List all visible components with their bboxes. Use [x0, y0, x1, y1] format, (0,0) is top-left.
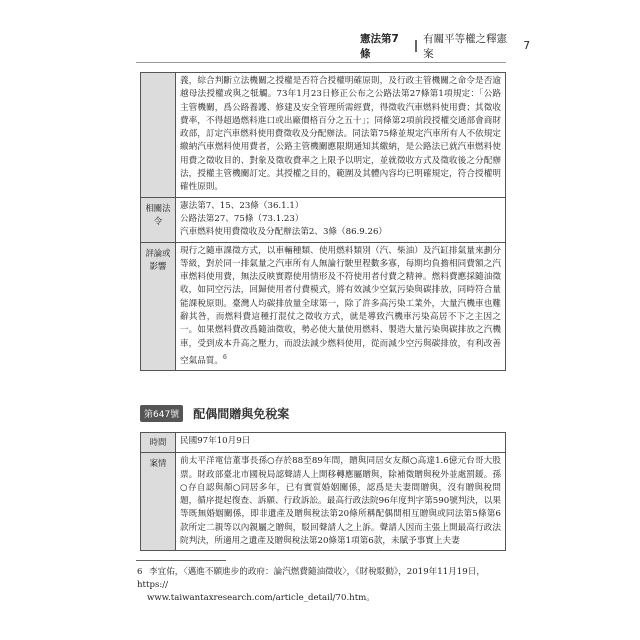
- related-laws-cell: [176, 197, 506, 242]
- case-title: 配偶間贈與免稅案: [193, 406, 290, 421]
- row-label-date: 時間: [141, 433, 176, 453]
- case-detail-table: [140, 72, 506, 371]
- case-summary-table: [140, 432, 506, 551]
- footnote-ref[interactable]: 6: [222, 353, 227, 361]
- row-label-related-laws: 相關法令: [141, 197, 176, 242]
- header-section: 憲法第7條: [360, 33, 399, 60]
- row-label-facts: 案情: [141, 453, 176, 551]
- table-row: [141, 197, 506, 242]
- date-cell: 民國97年10月9日: [176, 433, 506, 453]
- commentary-text: 現行之隨車課徵方式，以車輛種類、使用燃料類別（汽、柴油）及汽缸排氣量來劃分等級，對於同一排氣量之汽車所有人無論行駛里程數多寡，每期均負擔相同費額之汽車燃料使用費，無法反映實際使用情形及不符使用者付費之精神。燃料費應採隨油徵收，如同空污法，回歸使用者付費模式，將有效減少空氣污染與碳排放，同時符合量能課稅原則。臺灣人均碳排放量全球第一，除了許多高污染工業外，大量汽機車也難辭其咎，而燃料費這種打混仗之徵收方式，就是導致汽機車污染高居不下之主因之一。如果燃料費改爲隨油徵收，勢必使大量使用燃料、製造大量污染與碳排放之汽機車，受到成本升高之壓力，而設法減少燃料使用，從而減少空污與碳排放，有利改善空氣品質。: [180, 245, 501, 366]
- table-row: [141, 453, 506, 551]
- row-label-commentary: 評論或影響: [141, 242, 176, 371]
- footnote-number: 6: [137, 567, 143, 577]
- related-law-line: 公路法第27、75條（73.1.23）: [180, 213, 304, 224]
- header-rule: [136, 62, 506, 63]
- table-row: [141, 73, 506, 198]
- table-row: [141, 433, 506, 453]
- table-row: [141, 242, 506, 371]
- commentary-cell: [176, 242, 506, 371]
- case-heading: [140, 404, 289, 422]
- related-law-line: 憲法第7、15、23條（36.1.1）: [180, 200, 304, 211]
- facts-cell: 前太平洋電信董事長孫○存於88至89年間，贈與同居女友顏○高達1.6億元台哥大股票。財政部臺北市國稅局認聲請人上開移轉應屬贈與，除補徵贈與稅外並處罰鍰。孫○存自認與顏○同居多年，已有實質婚姻關係，認爲是夫妻間贈與，沒有贈與稅問題，循序提起復查、訴願、行政訴訟。最高行政法院96年度判字第590號判決，以果等既無婚姻關係，即非遺產及贈與稅法第20條所稱配偶間相互贈與或同法第5條第6款所定二親等以內親屬之贈與，駁回聲請人之上訴。聲請人因而主張上開最高行政法院判決，所適用之遺產及贈與稅法第20條第1項第6款，未賦予事實上夫妻: [176, 453, 506, 551]
- header-subtitle: 有關平等權之釋憲案: [423, 33, 508, 60]
- footnote-rule: [136, 560, 226, 561]
- footnote-text: 李宜佑，〈邁進不願進步的政府：論汽燃費隨油徵收〉，《財稅駁動》，2019年11月19日，https://: [137, 567, 485, 590]
- page-number: 7: [523, 40, 530, 52]
- footnote: [137, 566, 512, 605]
- reasoning-text: 義，綜合判斷立法機關之授權是否符合授權明確原則，及行政主管機關之命令是否逾越母法授權或與之牴觸。73年1月23日修正公布之公路法第27條第1項規定：「公路主管機關，爲公路養護、修建及安全管理所需經費，得徵收汽車燃料使用費；其徵收費率，不得超過燃料進口或出廠價格百分之五十」；同條第2項前段授權交通部會商財政部，訂定汽車燃料使用費徵收及分配辦法。同法第75條並規定汽車所有人不依規定繳納汽車燃料使用費者，公路主管機關應限期通知其繳納，是公路法已就汽車燃料使用費之徵收目的、對象及徵收費率之上限予以明定，並就徵收方式及徵收後之分配辦法，授權主管機關訂定。其授權之目的，範圍及其體內容均已明確規定，符合授權明確性原則。: [176, 73, 506, 198]
- row-label-empty: [141, 73, 176, 198]
- running-header: [360, 33, 530, 60]
- case-number-badge: 第647號: [140, 405, 183, 422]
- header-divider: [415, 40, 417, 52]
- related-law-line: 汽車燃料使用費徵收及分配辦法第2、3條（86.9.26）: [180, 227, 388, 238]
- footnote-url[interactable]: www.taiwantaxresearch.com/article_detail/70.htm。: [147, 593, 375, 603]
